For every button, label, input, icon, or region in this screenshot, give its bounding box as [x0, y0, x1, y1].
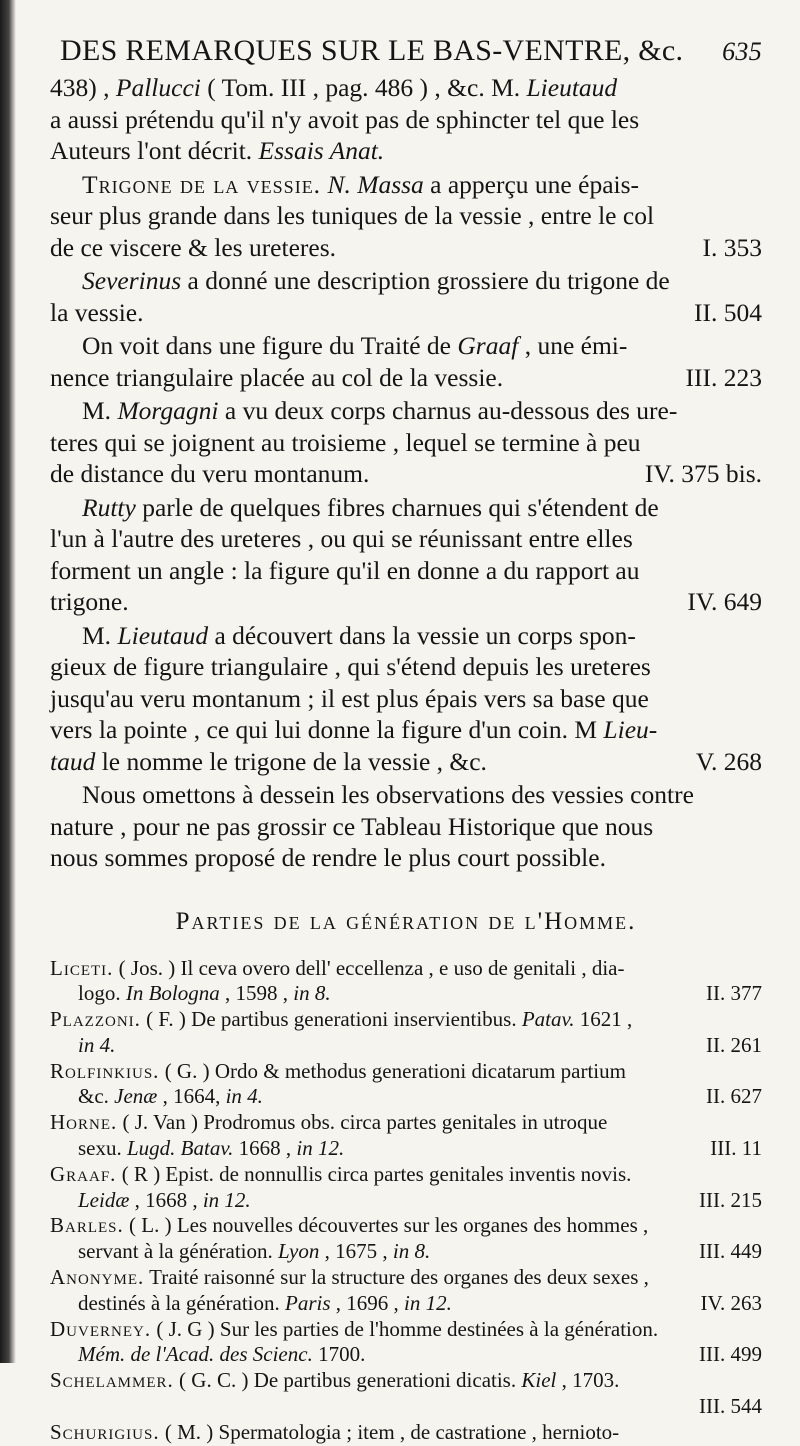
- text-run: M.: [82, 620, 118, 650]
- italic-text: N. Massa: [327, 169, 424, 199]
- volume-page-reference: III. 449: [699, 1239, 762, 1264]
- small-caps-text: Rolfinkius.: [50, 1058, 160, 1083]
- text-run: On voit dans une figure du Traité de: [82, 331, 458, 360]
- text-run: 1700.: [312, 1342, 366, 1367]
- italic-text: in 12.: [202, 1187, 251, 1212]
- text-line: [50, 1317, 762, 1343]
- text-line: [50, 620, 762, 652]
- text-run: , 1675 ,: [319, 1239, 393, 1264]
- text-run: 438) ,: [50, 73, 116, 102]
- bibliography-entry: [50, 1368, 762, 1420]
- line-text: [50, 586, 129, 618]
- text-line: [50, 1084, 762, 1110]
- line-text: [50, 200, 654, 232]
- line-text: [50, 714, 657, 746]
- text-line: [50, 104, 762, 136]
- text-run: , 1598 ,: [219, 981, 294, 1006]
- volume-page-reference: IV. 375 bis.: [644, 459, 762, 488]
- italic-text: taud: [50, 746, 96, 776]
- text-line: [50, 1291, 762, 1317]
- text-line: [50, 779, 762, 811]
- italic-text: in 8.: [293, 981, 331, 1006]
- text-line: [50, 1342, 762, 1368]
- line-text: [50, 1007, 632, 1033]
- text-run: ( G. C. ) De partibus generationi dicatis.: [173, 1368, 522, 1393]
- text-run: nence triangulaire placée au col de la vessie.: [50, 362, 504, 392]
- line-text: [50, 1213, 648, 1239]
- text-line: [50, 1033, 762, 1059]
- text-line: [50, 1420, 762, 1446]
- running-header: [60, 34, 762, 68]
- line-text: [50, 135, 384, 167]
- text-run: 1621 ,: [574, 1007, 633, 1032]
- text-run: ( Jos. ) Il ceva overo dell' eccellenza , e uso de genitali , dia-: [113, 955, 625, 980]
- line-text: [50, 232, 336, 264]
- italic-text: Mém. de l'Acad. des Scienc.: [78, 1342, 313, 1367]
- line-text: [82, 620, 636, 652]
- bibliography-entry: [50, 956, 762, 1008]
- text-line: [50, 1059, 762, 1085]
- text-run: &c.: [78, 1084, 115, 1109]
- volume-page-reference: II. 627: [706, 1084, 762, 1109]
- text-line: [50, 1394, 762, 1420]
- bibliography-list: [50, 956, 762, 1446]
- line-text: [50, 651, 651, 683]
- volume-page-reference: II. 504: [694, 297, 762, 327]
- text-line: [50, 297, 762, 329]
- volume-page-reference: III. 223: [685, 362, 762, 392]
- line-text: [78, 1136, 344, 1162]
- body-text: [50, 72, 762, 874]
- bibliography-entry: [50, 1162, 762, 1214]
- text-line: [50, 1007, 762, 1033]
- text-line: [50, 1136, 762, 1162]
- line-text: [50, 1317, 658, 1343]
- line-text: [50, 427, 641, 459]
- text-run: ( M. ) Spermatologia ; item , de castratione , hernioto-: [159, 1419, 620, 1444]
- italic-text: Paris: [285, 1290, 331, 1315]
- text-run: ( G. ) Ordo & methodus generationi dicatarum partium: [159, 1058, 626, 1083]
- text-run: sexu.: [78, 1136, 127, 1161]
- bibliography-entry: [50, 1110, 762, 1162]
- line-text: [78, 1291, 452, 1317]
- text-run: parle de quelques fibres charnues qui s'étendent de: [135, 492, 659, 522]
- italic-text: In Bologna: [125, 981, 220, 1006]
- text-run: ( L. ) Les nouvelles découvertes sur les organes des hommes ,: [123, 1213, 649, 1238]
- italic-text: Rutty: [82, 492, 136, 522]
- text-run: vers la pointe , ce qui lui donne la figure d'un coin. M: [50, 715, 604, 744]
- volume-page-reference: II. 377: [706, 981, 762, 1006]
- italic-text: Jenæ: [114, 1084, 158, 1109]
- text-run: seur plus grande dans les tuniques de la vessie , entre le col: [50, 201, 655, 230]
- line-text: [50, 746, 487, 778]
- paragraph: [50, 330, 762, 393]
- text-line: [50, 956, 762, 982]
- line-text: [82, 265, 670, 297]
- text-line: [50, 1265, 762, 1291]
- line-text: [50, 72, 617, 104]
- italic-text: Morgagni: [117, 396, 219, 425]
- volume-page-reference: V. 268: [695, 746, 762, 776]
- text-run: , 1668 ,: [129, 1187, 203, 1212]
- text-run: gieux de figure triangulaire , qui s'étend depuis les ureteres: [50, 652, 651, 681]
- volume-page-reference: III. 215: [699, 1187, 762, 1212]
- text-run: de distance du veru montanum.: [50, 459, 370, 488]
- bibliography-entry: [50, 1317, 762, 1369]
- bibliography-entry: [50, 1265, 762, 1317]
- line-text: [50, 1162, 631, 1188]
- line-text: [50, 297, 143, 329]
- text-line: [50, 458, 762, 490]
- text-line: [50, 135, 762, 167]
- text-line: [50, 72, 762, 104]
- line-text: [82, 169, 639, 201]
- text-run: logo.: [78, 981, 126, 1006]
- line-text: [50, 555, 640, 587]
- italic-text: Graaf: [457, 331, 519, 360]
- page-gutter-shadow: [0, 0, 16, 1363]
- text-run: forment un angle : la figure qu'il en donne a du rapport au: [50, 555, 640, 585]
- text-line: [50, 523, 762, 555]
- small-caps-text: Plazzoni.: [50, 1007, 141, 1032]
- text-line: [50, 1213, 762, 1239]
- line-text: [78, 1084, 263, 1110]
- text-run: , 1696 ,: [330, 1290, 405, 1315]
- line-text: [82, 492, 659, 524]
- line-text: [82, 395, 677, 427]
- text-line: [50, 1188, 762, 1214]
- text-line: [50, 1239, 762, 1265]
- text-run: Traité raisonné sur la structure des organes des deux sexes ,: [144, 1265, 649, 1290]
- bibliography-entry: [50, 1007, 762, 1059]
- text-run: jusqu'au veru montanum ; il est plus épais vers sa base que: [50, 683, 649, 713]
- volume-page-reference: III. 499: [699, 1342, 762, 1367]
- line-text: [50, 842, 606, 874]
- paragraph: [50, 395, 762, 490]
- bibliography-entry: [50, 1213, 762, 1265]
- bibliography-entry: [50, 1059, 762, 1111]
- volume-page-reference: IV. 649: [687, 587, 762, 616]
- paragraph: [50, 72, 762, 167]
- line-text: [50, 1420, 619, 1446]
- text-line: [50, 200, 762, 232]
- paragraph: [50, 779, 762, 874]
- text-line: [50, 395, 762, 427]
- text-line: [50, 1368, 762, 1394]
- small-caps-text: Anonyme.: [50, 1265, 145, 1290]
- italic-text: Lugd. Batav.: [127, 1136, 234, 1161]
- line-text: [50, 1110, 607, 1136]
- text-run: Nous omettons à dessein les observations des vessies contre: [82, 780, 694, 809]
- italic-text: Severinus: [82, 266, 182, 295]
- text-line: [50, 555, 762, 587]
- line-text: [50, 362, 503, 394]
- volume-page-reference: III. 544: [699, 1394, 762, 1419]
- small-caps-text: Duverney.: [50, 1316, 152, 1341]
- italic-text: Patav.: [521, 1007, 575, 1032]
- text-run: Auteurs l'ont décrit.: [50, 136, 259, 165]
- text-run: ( J. Van ) Prodromus obs. circa partes genitales in utroque: [117, 1110, 608, 1135]
- small-caps-text: Barles.: [50, 1213, 124, 1238]
- italic-text: Essais Anat.: [258, 136, 385, 165]
- text-run: a vu deux corps charnus au-dessous des ure-: [218, 396, 678, 425]
- small-caps-text: Horne.: [50, 1110, 118, 1135]
- text-run: ( Tom. III , pag. 486 ) , &c. M.: [200, 73, 527, 102]
- line-text: [50, 956, 624, 982]
- italic-text: Kiel: [521, 1368, 557, 1393]
- italic-text: Lieutaud: [526, 73, 618, 102]
- small-caps-text: Schurigius.: [50, 1419, 160, 1444]
- text-line: [50, 714, 762, 746]
- text-line: [50, 492, 762, 524]
- text-line: [50, 265, 762, 297]
- text-run: l'un à l'autre des ureteres , ou qui se réunissant entre elles: [50, 524, 633, 553]
- line-text: [78, 981, 331, 1007]
- italic-text: in 12.: [296, 1136, 345, 1161]
- text-run: ( F. ) De partibus generationi inservientibus.: [140, 1007, 522, 1032]
- text-run: servant à la génération.: [78, 1239, 278, 1264]
- text-run: le nomme le trigone de la vessie , &c.: [95, 746, 487, 776]
- small-caps-text: Liceti.: [50, 955, 114, 980]
- line-text: [50, 1265, 649, 1291]
- line-text: [50, 683, 649, 715]
- text-run: destinés à la génération.: [78, 1290, 286, 1315]
- text-line: [50, 232, 762, 264]
- italic-text: in 4.: [225, 1084, 263, 1109]
- text-run: 1668 ,: [233, 1136, 297, 1161]
- text-run: nous sommes proposé de rendre le plus court possible.: [50, 843, 606, 872]
- text-line: [50, 330, 762, 362]
- text-line: [50, 427, 762, 459]
- text-line: [50, 651, 762, 683]
- volume-page-reference: II. 261: [706, 1032, 762, 1057]
- running-title: DES REMARQUES SUR LE BAS-VENTRE, &c.: [60, 34, 684, 67]
- text-run: a aussi prétendu qu'il n'y avoit pas de sphincter tel que les: [50, 104, 640, 134]
- text-run: a découvert dans la vessie un corps spon-: [208, 620, 636, 650]
- text-line: [50, 169, 762, 201]
- line-text: [78, 1033, 115, 1059]
- line-text: [78, 1239, 430, 1265]
- section-title: Parties de la génération de l'Homme.: [175, 907, 637, 935]
- text-line: [50, 362, 762, 394]
- paragraph: [50, 169, 762, 264]
- text-run: trigone.: [50, 587, 129, 616]
- text-run: nature , pour ne pas grossir ce Tableau Historique que nous: [50, 811, 654, 841]
- italic-text: in 12.: [404, 1290, 452, 1315]
- text-line: [50, 842, 762, 874]
- text-line: [50, 811, 762, 843]
- volume-page-reference: IV. 263: [700, 1290, 762, 1315]
- italic-text: Lieu-: [603, 715, 658, 744]
- italic-text: in 4.: [78, 1032, 116, 1057]
- small-caps-text: Schelammer.: [50, 1368, 174, 1393]
- paragraph: [50, 265, 762, 328]
- text-run: ( R ) Epist. de nonnullis circa partes genitales inventis novis.: [116, 1161, 632, 1186]
- paragraph: [50, 620, 762, 778]
- line-text: [82, 330, 627, 362]
- text-line: [50, 586, 762, 618]
- text-run: a apperçu une épais-: [423, 169, 640, 199]
- volume-page-reference: III. 11: [710, 1136, 762, 1161]
- line-text: [50, 811, 653, 843]
- line-text: [50, 1368, 619, 1394]
- small-caps-text: Trigone de la vessie.: [82, 169, 322, 199]
- text-run: , 1664,: [157, 1084, 226, 1109]
- line-text: [50, 104, 639, 136]
- text-line: [50, 1110, 762, 1136]
- italic-text: in 8.: [392, 1239, 431, 1264]
- text-run: M.: [82, 396, 118, 425]
- paragraph: [50, 492, 762, 618]
- text-run: , 1703.: [556, 1368, 620, 1393]
- text-line: [50, 1162, 762, 1188]
- line-text: [82, 779, 694, 811]
- bibliography-entry: [50, 1420, 762, 1446]
- line-text: [78, 1342, 365, 1368]
- text-run: a donné une description grossiere du trigone de: [181, 266, 670, 295]
- italic-text: Lieutaud: [117, 620, 209, 650]
- volume-page-reference: I. 353: [702, 232, 762, 262]
- text-line: [50, 981, 762, 1007]
- text-line: [50, 683, 762, 715]
- line-text: [50, 1059, 626, 1085]
- italic-text: Lyon: [278, 1239, 320, 1264]
- text-run: , une émi-: [518, 331, 628, 360]
- text-run: ( J. G ) Sur les parties de l'homme destinées à la génération.: [151, 1316, 659, 1341]
- line-text: [50, 523, 633, 555]
- page-number: 635: [722, 37, 762, 66]
- text-run: teres qui se joignent au troisieme , lequel se termine à peu: [50, 427, 641, 457]
- small-caps-text: Graaf.: [50, 1161, 117, 1186]
- text-run: la vessie.: [50, 297, 144, 327]
- line-text: [78, 1188, 251, 1214]
- text-run: de ce viscere & les ureteres.: [50, 232, 337, 262]
- italic-text: Pallucci: [115, 73, 201, 102]
- text-line: [50, 746, 762, 778]
- line-text: [50, 458, 369, 490]
- italic-text: Leidæ: [78, 1187, 130, 1212]
